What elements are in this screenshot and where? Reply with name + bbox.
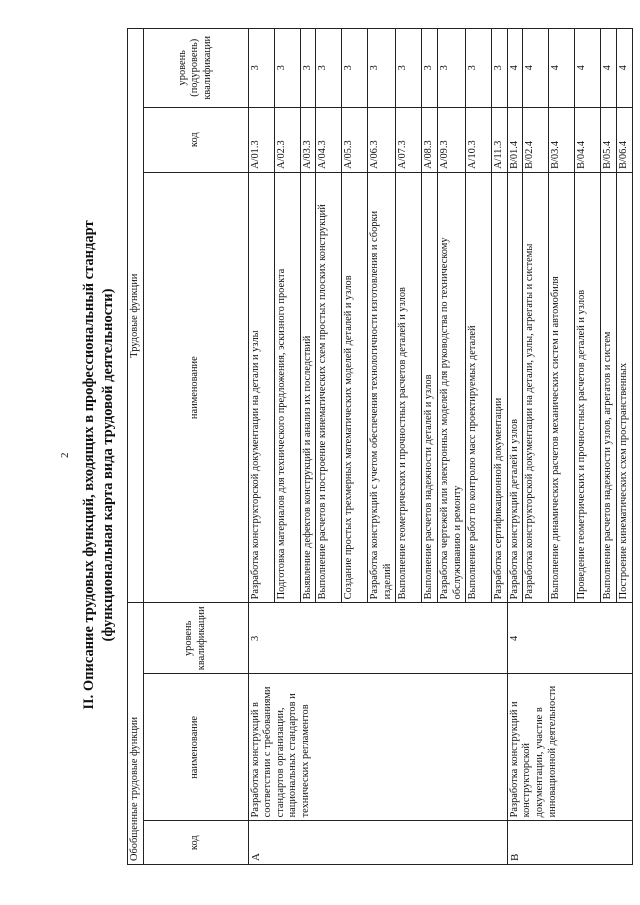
function-level: 3 bbox=[316, 29, 342, 108]
function-name: Выполнение расчетов и построение кинематических схем простых плоских конструкций bbox=[316, 172, 342, 603]
header-row-1 bbox=[128, 29, 144, 865]
function-level: 4 bbox=[616, 29, 632, 108]
function-name: Подготовка материалов для технического предложения, эскизного проекта bbox=[274, 172, 300, 603]
function-code: B/06.4 bbox=[616, 107, 632, 172]
function-name: Создание простых трехмерных математических моделей деталей и узлов bbox=[342, 172, 368, 603]
group-name: Разработка конструкций и конструкторской документации, участие в инновационной деятельности bbox=[507, 674, 632, 821]
function-name: Разработка конструкторской документации на детали, узлы, агрегаты и системы bbox=[523, 172, 549, 603]
table-body bbox=[248, 29, 632, 865]
function-code: A/07.3 bbox=[396, 107, 422, 172]
function-code: A/11.3 bbox=[492, 107, 508, 172]
title-line-2: (функциональная карта вида трудовой деятельности) bbox=[100, 288, 116, 642]
group-name: Разработка конструкций в соответствии с требованиями стандартов организации, национальных стандартов и технических регламентов bbox=[248, 674, 507, 821]
header-level: уровень квалификации bbox=[143, 603, 248, 674]
function-name: Выполнение динамических расчетов механических систем и автомобиля bbox=[549, 172, 575, 603]
header-generalized: Обобщенные трудовые функции bbox=[128, 603, 144, 865]
function-name: Выполнение расчетов надежности деталей и узлов bbox=[422, 172, 438, 603]
function-code: A/04.3 bbox=[316, 107, 342, 172]
function-name: Выполнение расчетов надежности узлов, агрегатов и систем bbox=[601, 172, 617, 603]
function-level: 4 bbox=[575, 29, 601, 108]
function-level: 4 bbox=[523, 29, 549, 108]
header-row-2 bbox=[143, 29, 248, 865]
function-level: 4 bbox=[507, 29, 523, 108]
function-code: B/02.4 bbox=[523, 107, 549, 172]
function-level: 3 bbox=[274, 29, 300, 108]
function-level: 3 bbox=[437, 29, 465, 108]
function-name: Разработка конструкций деталей и узлов bbox=[507, 172, 523, 603]
function-name: Построение кинематических схем пространственных bbox=[616, 172, 632, 603]
group-code: A bbox=[248, 821, 507, 865]
title-line-1: II. Описание трудовых функций, входящих в профессиональный стандарт bbox=[81, 220, 97, 710]
function-level: 3 bbox=[342, 29, 368, 108]
function-name: Разработка сертификационной документации bbox=[492, 172, 508, 603]
function-level: 3 bbox=[466, 29, 492, 108]
function-name: Выполнение геометрических и прочностных расчетов деталей и узлов bbox=[396, 172, 422, 603]
function-code: A/01.3 bbox=[248, 107, 274, 172]
function-code: B/01.4 bbox=[507, 107, 523, 172]
function-code: B/04.4 bbox=[575, 107, 601, 172]
group-level: 3 bbox=[248, 603, 507, 674]
function-name: Разработка конструкторской документации на детали и узлы bbox=[248, 172, 274, 603]
function-level: 3 bbox=[368, 29, 396, 108]
function-level: 3 bbox=[396, 29, 422, 108]
header-code: код bbox=[143, 821, 248, 865]
function-code: A/09.3 bbox=[437, 107, 465, 172]
function-code: A/03.3 bbox=[300, 107, 316, 172]
function-code: A/05.3 bbox=[342, 107, 368, 172]
page-title bbox=[80, 65, 118, 865]
functional-map-table bbox=[127, 28, 633, 865]
table-row bbox=[507, 29, 523, 865]
function-name: Разработка чертежей или электронных моделей для руководства по техническому обслуживанию и ремонту bbox=[437, 172, 465, 603]
table-row bbox=[248, 29, 274, 865]
function-level: 3 bbox=[492, 29, 508, 108]
page-number: 2 bbox=[59, 452, 71, 458]
function-name: Разработка конструкций с учетом обеспечения технологичности изготовления и сборки изделий bbox=[368, 172, 396, 603]
function-level: 4 bbox=[549, 29, 575, 108]
function-code: A/10.3 bbox=[466, 107, 492, 172]
header-labor-functions: Трудовые функции bbox=[128, 29, 144, 603]
function-level: 3 bbox=[248, 29, 274, 108]
header-name: наименование bbox=[143, 674, 248, 821]
function-level: 3 bbox=[300, 29, 316, 108]
function-code: B/03.4 bbox=[549, 107, 575, 172]
function-name: Выполнение работ по контролю масс проектируемых деталей bbox=[466, 172, 492, 603]
function-level: 4 bbox=[601, 29, 617, 108]
function-code: A/08.3 bbox=[422, 107, 438, 172]
function-name: Выявление дефектов конструкций и анализ их последствий bbox=[300, 172, 316, 603]
function-code: A/02.3 bbox=[274, 107, 300, 172]
header-function-name: наименование bbox=[143, 172, 248, 603]
function-code: B/05.4 bbox=[601, 107, 617, 172]
function-code: A/06.3 bbox=[368, 107, 396, 172]
group-level: 4 bbox=[507, 603, 632, 674]
group-code: B bbox=[507, 821, 632, 865]
function-name: Проведение геометрических и прочностных расчетов деталей и узлов bbox=[575, 172, 601, 603]
header-function-level: уровень (подуровень) квалификации bbox=[143, 29, 248, 108]
header-function-code: код bbox=[143, 107, 248, 172]
function-level: 3 bbox=[422, 29, 438, 108]
